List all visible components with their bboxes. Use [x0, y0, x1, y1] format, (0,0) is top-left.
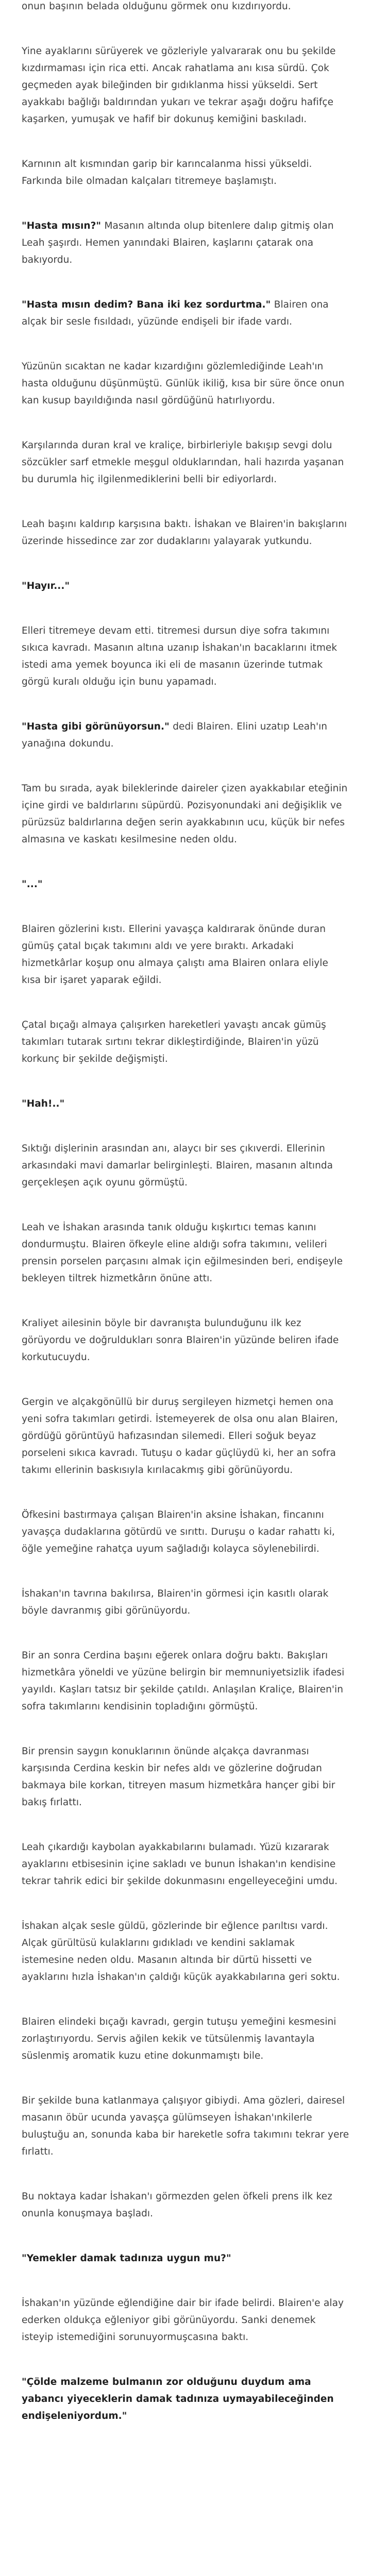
story-paragraph: Bir şekilde buna katlanmaya çalışıyor gibiydi. Ama gözleri, dairesel masanın öbür ucunda yavaşça gülümseyen İshakan'ınkilerle buluştuğu an, sonunda kaba bir hareketle sofra takımını tekrar yere fırlattı.	[22, 2095, 349, 2157]
story-paragraph	[22, 217, 349, 268]
dialogue-paragraph: "Çölde malzeme bulmanın zor olduğunu duydum ama yabancı yiyeceklerin damak tadınıza uymayabileceğinden endişeleniyordum."	[22, 2377, 334, 2421]
story-paragraph: Öfkesini bastırmaya çalışan Blairen'in aksine İshakan, fincanını yavaşça dudaklarına götürdü ve sırıttı. Duruşu o kadar rahattı ki, öğle yemeğine rahatça uyum sağladığı kolayca söylenebilirdi.	[22, 1510, 335, 1554]
story-paragraph: Karnının alt kısmından garip bir karıncalanma hissi yükseldi. Farkında bile olmadan kalçaları titremeye başlamıştı.	[22, 159, 312, 187]
story-paragraph: Leah ve İshakan arasında tanık olduğu kışkırtıcı temas kanını dondurmuştu. Blairen öfkeyle eline aldığı sofra takımını, velileri prensin porselen parçasını almak için eğilmesinden beri, endişeyle bekleyen tiltrek hizmetkârın önüne attı.	[22, 1222, 343, 1284]
story-paragraph: Leah başını kaldırıp karşısına baktı. İshakan ve Blairen'in bakışlarını üzerinde hissedince zar zor dudaklarını yalayarak yutkundu.	[22, 519, 347, 547]
dialogue-paragraph: "Yemekler damak tadınıza uygun mu?"	[22, 2253, 231, 2264]
story-paragraph: Sıktığı dişlerinin arasından anı, alaycı bir ses çıkıverdi. Ellerinin arkasındaki mavi damarlar belirginleşti. Blairen, masanın altında gerçekleşen açık oyunu görmüştü.	[22, 1143, 333, 1188]
narration-text: dedi Blairen. Elini uzatıp Leah'ın yanağına dokundu.	[22, 721, 328, 749]
story-paragraph: İshakan'ın yüzünde eğlendiğine dair bir ifade belirdi. Blairen'e alay ederken oldukça eğleniyor gibi görünüyordu. Sanki denemek isteyip istemediğini sorunuyormuşcasına baktı.	[22, 2298, 344, 2343]
narration-text: Blairen ona alçak bir sesle fısıldadı, yüzünde endişeli bir ifade vardı.	[22, 299, 329, 327]
dialogue-quote: "Hasta gibi görünüyorsun."	[22, 721, 170, 732]
story-paragraph: Blairen gözlerini kıstı. Ellerini yavaşça kaldırarak önünde duran gümüş çatal bıçak takımını aldı ve yere bıraktı. Arkadaki hizmetkârlar koşup onu almaya çalıştı ama Blairen onlara eliyle kısa bir işaret yaparak eğildi.	[22, 924, 328, 986]
dialogue-paragraph: "Hah!.."	[22, 1098, 65, 1109]
story-paragraph: Yine ayaklarını sürüyerek ve gözleriyle yalvararak onu bu şekilde kızdırmaması için rica etti. Ancak rahatlama anı kısa sürdü. Çok geçmeden ayak bileğinden bir gıdıklanma hissi yükseldi. Sert ayakkabı bağlığı baldırından yukarı ve tekrar aşağı doğru hafifçe kaşarken, yumuşak ve hafif bir dokunuş kemiğini baskıladı.	[22, 46, 336, 125]
story-paragraph: Bir an sonra Cerdina başını eğerek onlara doğru baktı. Bakışları hizmetkâra yöneldi ve yüzüne belirgin bir memnuniyetsizlik ifadesi yayıldı. Kaşları tatsız bir şekilde çatıldı. Anlaşılan Kraliçe, Blairen'in sofra takımlarını kendisinin topladığını görmüştü.	[22, 1650, 345, 1712]
story-paragraph	[22, 718, 349, 752]
dialogue-quote: "Hasta mısın?"	[22, 221, 102, 231]
story-paragraph: Elleri titremeye devam etti. titremesi dursun diye sofra takımını sıkıca kavradı. Masanın altına uzanıp İshakan'ın bacaklarını itmek istedi ama yemek boyunca iki eli de masanın üzerinde tutmak görgü kuralı olduğu için bunu yapamadı.	[22, 625, 338, 687]
story-paragraph: İshakan alçak sesle güldü, gözlerinde bir eğlence parıltısı vardı. Alçak gürültüsü kulaklarını gıdıkladı ve kendini saklamak istemesine neden oldu. Masanın altında bir dürtü hissetti ve ayaklarını hızla İshakan'ın çaldığı küçük ayakkabılarına geri soktu.	[22, 1921, 340, 1982]
dialogue-paragraph: "..."	[22, 879, 43, 890]
story-paragraph: Tam bu sırada, ayak bileklerinde daireler çizen ayakkabılar eteğinin içine girdi ve baldırlarını süpürdü. Pozisyonundaki ani değişiklik ve pürüzsüz baldırlarına değen serin ayakkabının ucu, küçük bir nefes almasına ve kaskatı kesilmesine neden oldu.	[22, 783, 348, 845]
story-paragraph: Bu noktaya kadar İshakan'ı görmezden gelen öfkeli prens ilk kez onunla konuşmaya başladı.	[22, 2191, 332, 2219]
story-paragraph: Bir prensin saygın konuklarının önünde alçakça davranması karşısında Cerdina keskin bir nefes aldı ve gözlerine doğrudan bakmaya bile korkan, titreyen masum hizmetkâra hançer gibi bir bakış fırlattı.	[22, 1746, 335, 1808]
narration-text: Masanın altında olup bitenlere dalıp gitmiş olan Leah şaşırdı. Hemen yanındaki Blairen, kaşlarını çatarak ona bakıyordu.	[22, 221, 334, 265]
story-paragraph	[22, 296, 349, 330]
story-paragraph: Kraliyet ailesinin böyle bir davranışta bulunduğunu ilk kez görüyordu ve doğruldukları sonra Blairen'in yüzünde beliren ifade korkutucuydu.	[22, 1318, 339, 1363]
story-paragraph: Gergin ve alçakgönüllü bir duruş sergileyen hizmetçi hemen ona yeni sofra takımları getirdi. İstemeyerek de olsa onu alan Blairen, gördüğü görüntüyü hafızasından silemedi. Elleri soğuk beyaz porseleni sıkıca kavradı. Tutuşu o kadar güçlüydü ki, her an sofra takımı ellerinin baskısıyla kırılacakmış gibi görünüyordu.	[22, 1397, 338, 1476]
dialogue-paragraph: "Hayır..."	[22, 581, 70, 591]
story-paragraph: Leah çıkardığı kaybolan ayakkabılarını bulamadı. Yüzü kızararak ayaklarını etbisesinin içine sakladı ve bunun İshakan'ın kendisine tekrar tahrik edici bir şekilde dokunmasını engelleyeceğini umdu.	[22, 1842, 338, 1887]
story-paragraph: Yüzünün sıcaktan ne kadar kızardığını gözlemlediğinde Leah'ın hasta olduğunu düşünmüştü. Günlük ikiliğ, kısa bir süre önce onun kan kusup bayıldığında nasıl gördüğünü hatırlıyordu.	[22, 361, 345, 406]
story-paragraph: Çatal bıçağı almaya çalışırken hareketleri yavaştı ancak gümüş takımları tutarak sırtını tekrar dikleştirdiğinde, Blairen'in yüzü korkunç bir şekilde değişmişti.	[22, 1020, 326, 1064]
chapter-body	[22, 0, 349, 2425]
story-paragraph: Blairen elindeki bıçağı kavradı, gergin tutuşu yemeğini kesmesini zorlaştırıyordu. Servis ağilen kekik ve tütsülenmiş lavantayla süslenmiş aromatik kuzu etine dokunmamıştı bile.	[22, 2016, 336, 2061]
story-paragraph: Karşılarında duran kral ve kraliçe, birbirleriyle bakışıp sevgi dolu sözcükler sarf etmekle meşgul olduklarından, hali hazırda yaşanan bu durumla hiç ilgilenmediklerini belli bir ediyorlardı.	[22, 440, 344, 485]
dialogue-quote: "Hasta mısın dedim? Bana iki kez sordurtma."	[22, 299, 271, 310]
story-paragraph: onun başının belada olduğunu görmek onu kızdırıyordu.	[22, 1, 291, 12]
story-paragraph: İshakan'ın tavrına bakılırsa, Blairen'in görmesi için kasıtlı olarak böyle davranmış gibi görünüyordu.	[22, 1588, 329, 1616]
